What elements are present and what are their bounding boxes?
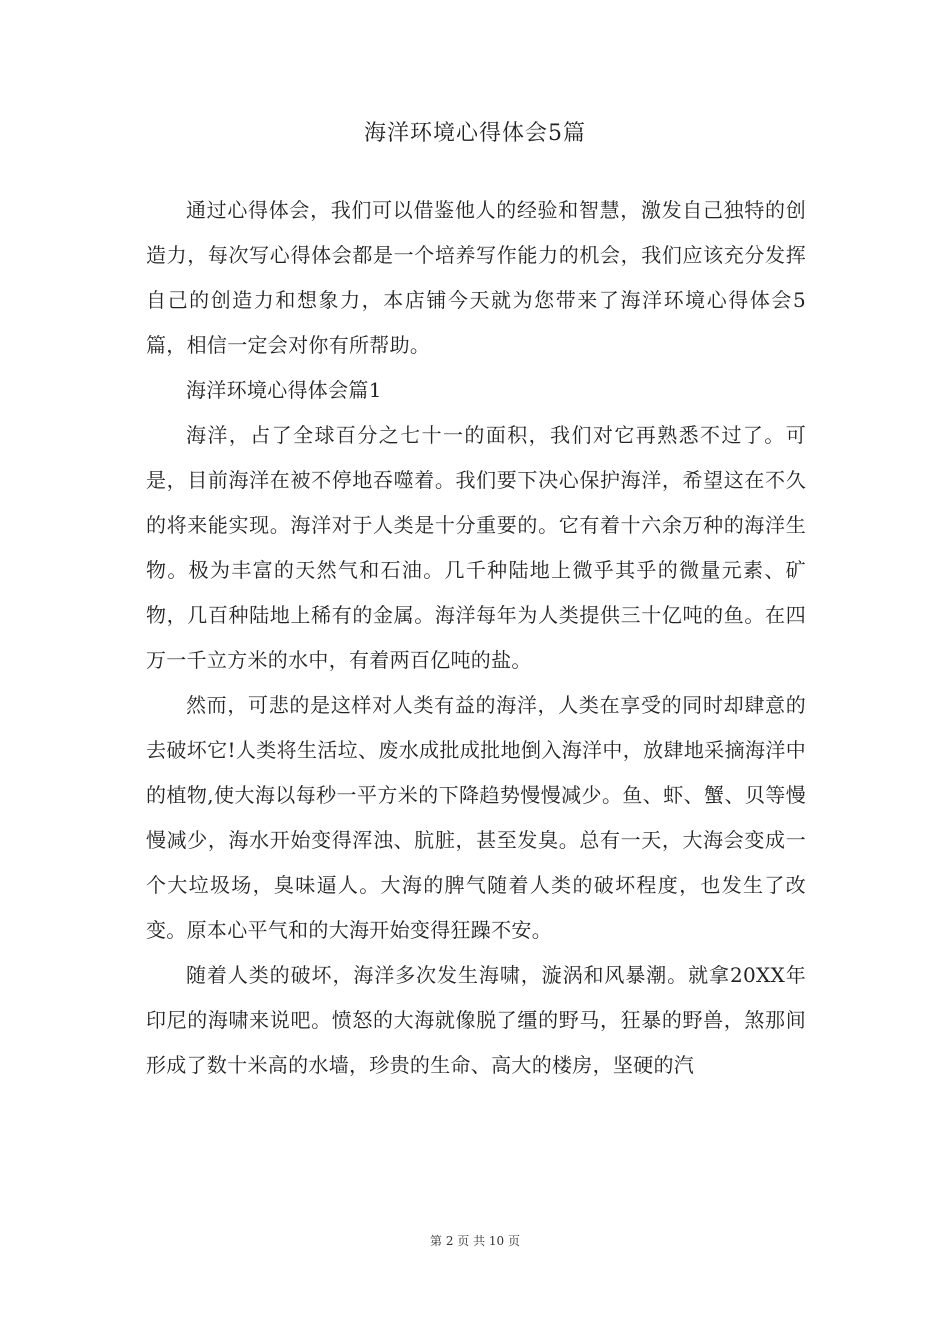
paragraph-intro: 通过心得体会，我们可以借鉴他人的经验和智慧，激发自己独特的创造力，每次写心得体会都是一个培养写作能力的机会，我们应该充分发挥自己的创造力和想象力，本店铺今天就为您带来了海洋环境心得体会5篇，相信一定会对你有所帮助。 [146,198,806,357]
paragraph: 随着人类的破坏，海洋多次发生海啸，漩涡和风暴潮。就拿20XX年印尼的海啸来说吧。愤怒的大海就像脱了缰的野马，狂暴的野兽，煞那间形成了数十米高的水墙，珍贵的生命、高大的楼房，坚硬的汽 [146,963,806,1077]
paragraph: 海洋，占了全球百分之七十一的面积，我们对它再熟悉不过了。可是，目前海洋在被不停地吞噬着。我们要下决心保护海洋，希望这在不久的将来能实现。海洋对于人类是十分重要的。它有着十六余万种的海洋生物。极为丰富的天然气和石油。几千种陆地上微乎其乎的微量元素、矿物，几百种陆地上稀有的金属。海洋每年为人类提供三十亿吨的鱼。在四万一千立方米的水中，有着两百亿吨的盐。 [146,423,806,672]
page-footer: 第 2 页 共 10 页 [430,1234,520,1248]
paragraph: 然而，可悲的是这样对人类有益的海洋，人类在享受的同时却肆意的去破坏它!人类将生活垃、废水成批成批地倒入海洋中，放肆地采摘海洋中的植物,使大海以每秒一平方米的下降趋势慢慢减少。鱼、虾、蟹、贝等慢慢减少，海水开始变得浑浊、肮脏，甚至发臭。总有一天，大海会变成一个大垃圾场，臭味逼人。大海的脾气随着人类的破坏程度，也发生了改变。原本心平气和的大海开始变得狂躁不安。 [146,693,806,942]
document-body [146,188,806,1088]
section-heading: 海洋环境心得体会篇1 [186,378,382,402]
document-title: 海洋环境心得体会5篇 [364,121,586,146]
